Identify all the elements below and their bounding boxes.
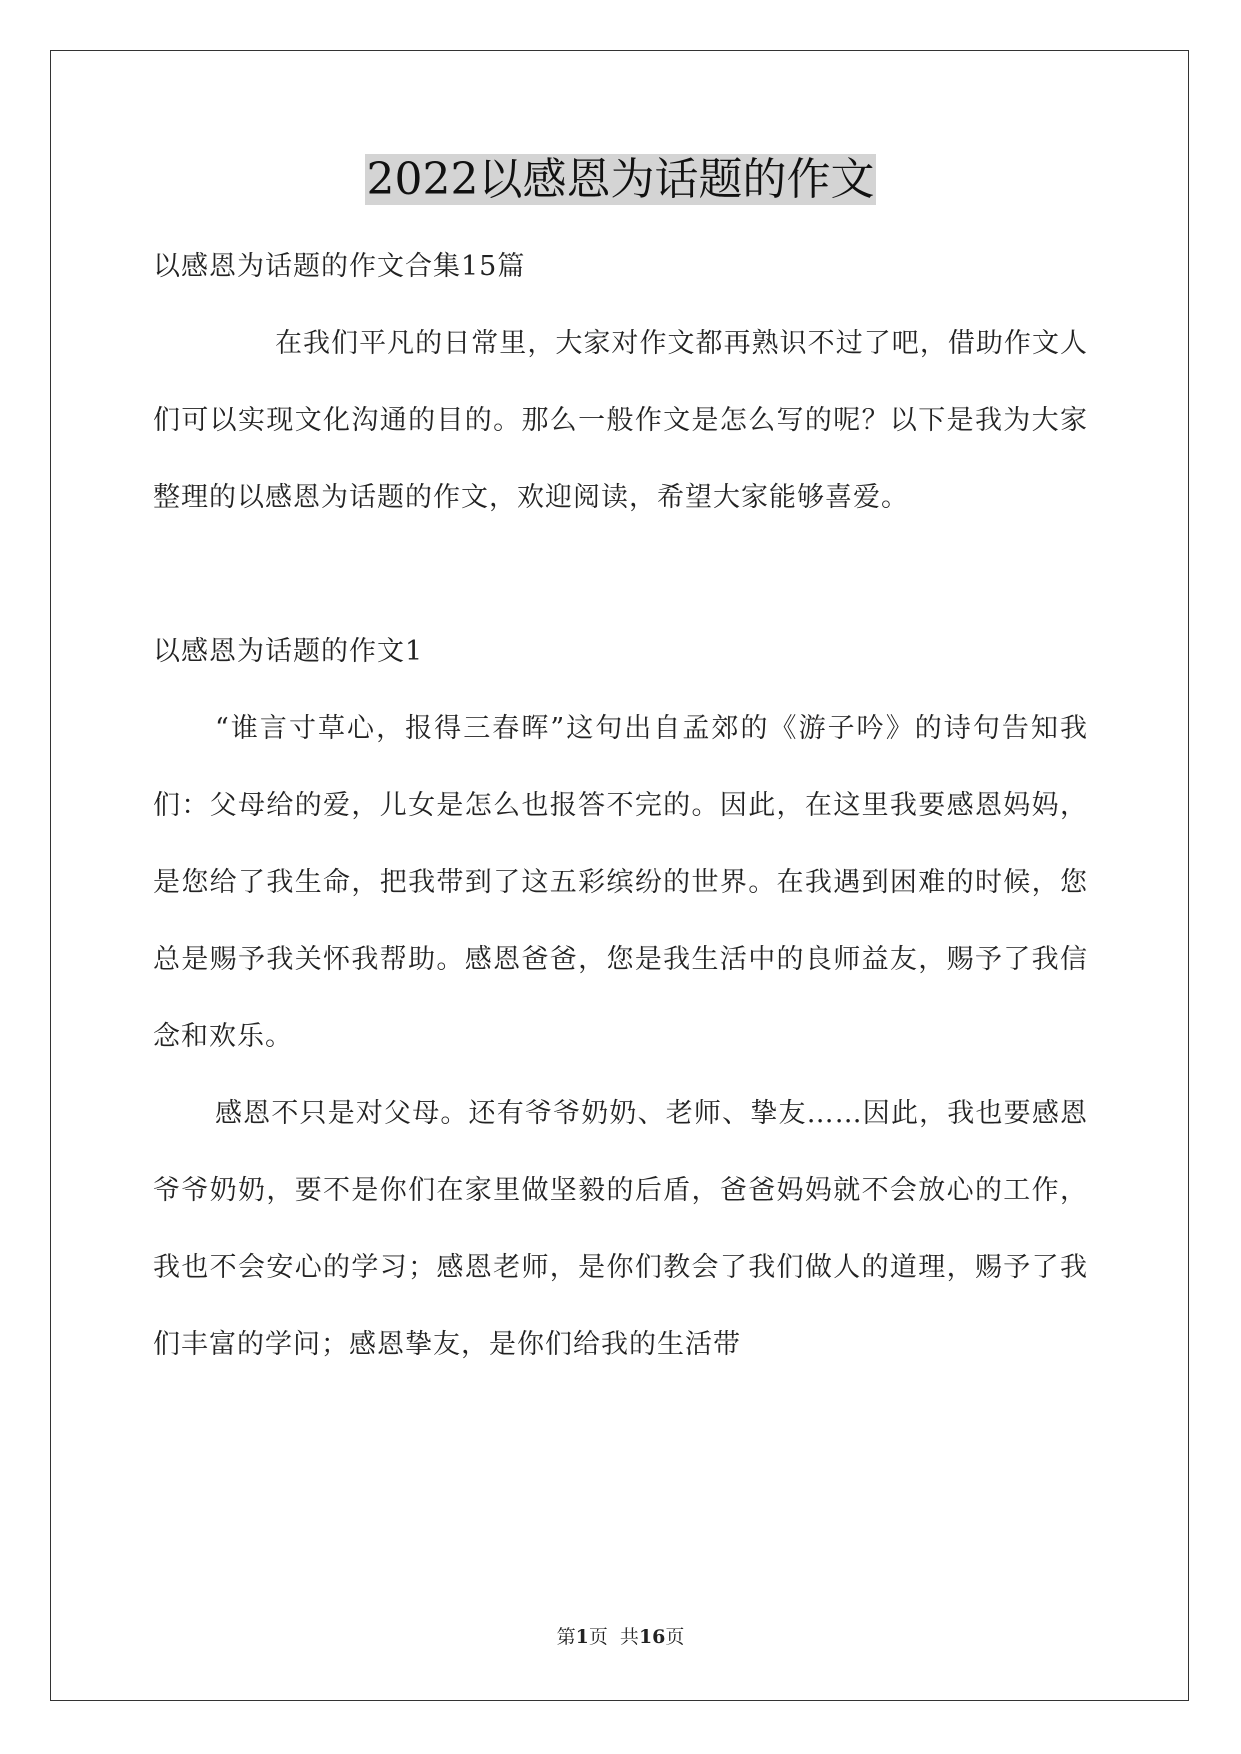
page-total-number: 16 bbox=[638, 1626, 666, 1648]
section-spacer bbox=[153, 536, 1088, 613]
body-paragraph: “谁言寸草心，报得三春晖”这句出自孟郊的《游子吟》的诗句告知我们：父母给的爱，儿女是怎么也报答不完的。因此，在这里我要感恩妈妈，是您给了我生命，把我带到了这五彩缤纷的世界。在我遇到困难的时候，您总是赐予我关怀我帮助。感恩爸爸，您是我生活中的良师益友，赐予了我信念和欢乐。 bbox=[153, 713, 1088, 1052]
page-current-number: 1 bbox=[575, 1626, 589, 1648]
collection-heading: 以感恩为话题的作文合集15篇 bbox=[153, 251, 526, 282]
document-title-text: 2022以感恩为话题的作文 bbox=[366, 154, 875, 205]
page-mid: 页 共 bbox=[588, 1626, 639, 1648]
page-footer bbox=[0, 1622, 1241, 1649]
body-paragraph: 感恩不只是对父母。还有爷爷奶奶、老师、挚友……因此，我也要感恩爷爷奶奶，要不是你们在家里做坚毅的后盾，爸爸妈妈就不会放心的工作，我也不会安心的学习；感恩老师，是你们教会了我们做人的道理，赐予了我们丰富的学问；感恩挚友，是你们给我的生活带 bbox=[153, 1098, 1088, 1360]
section-heading: 以感恩为话题的作文1 bbox=[153, 636, 424, 667]
page-prefix: 第 bbox=[556, 1626, 576, 1648]
page-suffix: 页 bbox=[665, 1626, 685, 1648]
intro-paragraph: 在我们平凡的日常里，大家对作文都再熟识不过了吧，借助作文人们可以实现文化沟通的目的。那么一般作文是怎么写的呢？以下是我为大家整理的以感恩为话题的作文，欢迎阅读，希望大家能够喜爱。 bbox=[153, 328, 1088, 513]
document-body bbox=[153, 228, 1088, 1383]
document-title bbox=[0, 150, 1241, 210]
